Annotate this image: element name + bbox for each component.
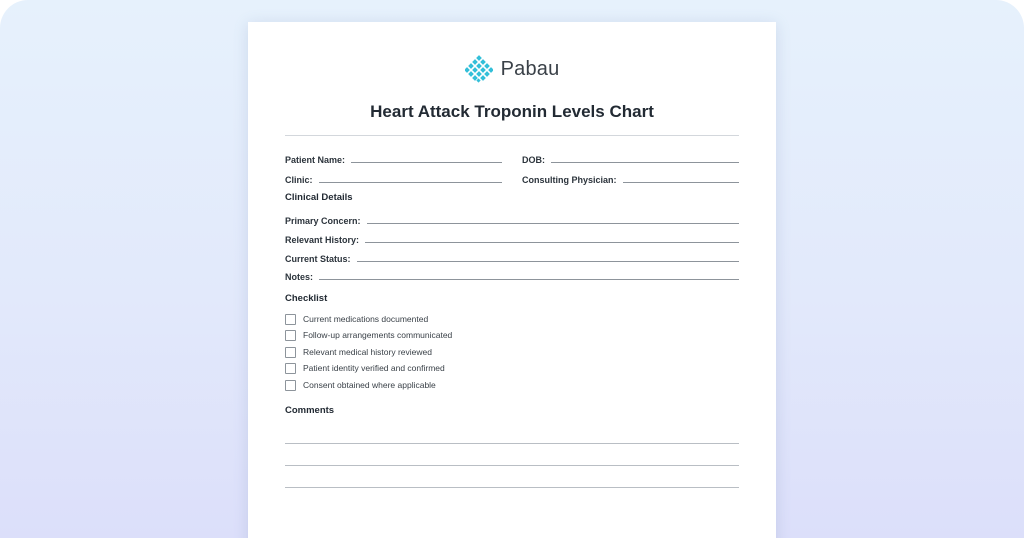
checklist-item[interactable] xyxy=(285,362,445,374)
clinical-details-heading: Clinical Details xyxy=(285,192,353,203)
brand-logo xyxy=(248,54,776,84)
document-sheet xyxy=(248,22,776,538)
dob-field[interactable] xyxy=(522,151,739,165)
checkbox[interactable] xyxy=(285,314,296,325)
current-status-label: Current Status: xyxy=(285,254,351,264)
primary-concern-label: Primary Concern: xyxy=(285,216,361,226)
relevant-history-line[interactable] xyxy=(365,242,739,243)
notes-line[interactable] xyxy=(319,279,739,280)
patient-name-label: Patient Name: xyxy=(285,155,346,165)
current-status-line[interactable] xyxy=(357,261,739,262)
checklist-item-label: Consent obtained where applicable xyxy=(303,380,436,390)
checklist-item[interactable] xyxy=(285,379,436,391)
dob-line[interactable] xyxy=(551,162,739,163)
checklist-item[interactable] xyxy=(285,313,428,325)
primary-concern-field[interactable] xyxy=(285,212,739,226)
notes-field[interactable] xyxy=(285,268,739,282)
comment-line[interactable] xyxy=(285,487,739,488)
brand-name: Pabau xyxy=(500,57,560,80)
consulting-physician-field[interactable] xyxy=(522,171,739,185)
comment-line[interactable] xyxy=(285,465,739,466)
clinic-label: Clinic: xyxy=(285,175,313,185)
relevant-history-label: Relevant History: xyxy=(285,235,360,245)
checklist-heading: Checklist xyxy=(285,293,328,304)
consulting-physician-label: Consulting Physician: xyxy=(522,175,617,185)
comment-line[interactable] xyxy=(285,443,739,444)
comments-heading: Comments xyxy=(285,405,335,416)
checklist-item-label: Relevant medical history reviewed xyxy=(303,347,432,357)
checkbox[interactable] xyxy=(285,330,296,341)
checklist-item-label: Follow-up arrangements communicated xyxy=(303,330,453,340)
consulting-physician-line[interactable] xyxy=(623,182,739,183)
notes-label: Notes: xyxy=(285,272,314,282)
dob-label: DOB: xyxy=(522,155,545,165)
document-title: Heart Attack Troponin Levels Chart xyxy=(370,102,654,121)
relevant-history-field[interactable] xyxy=(285,231,739,245)
clinic-line[interactable] xyxy=(319,182,502,183)
checkbox[interactable] xyxy=(285,363,296,374)
current-status-field[interactable] xyxy=(285,250,739,264)
checklist-item-label: Patient identity verified and confirmed xyxy=(303,363,445,373)
clinic-field[interactable] xyxy=(285,171,502,185)
patient-name-line[interactable] xyxy=(351,162,502,163)
checklist-item[interactable] xyxy=(285,346,432,358)
diamond-grid-logo-icon xyxy=(465,55,493,83)
checklist-item[interactable] xyxy=(285,329,452,341)
checkbox[interactable] xyxy=(285,347,296,358)
title-divider xyxy=(285,135,739,136)
primary-concern-line[interactable] xyxy=(367,223,739,224)
checklist-item-label: Current medications documented xyxy=(303,314,429,324)
checkbox[interactable] xyxy=(285,380,296,391)
patient-name-field[interactable] xyxy=(285,151,502,165)
